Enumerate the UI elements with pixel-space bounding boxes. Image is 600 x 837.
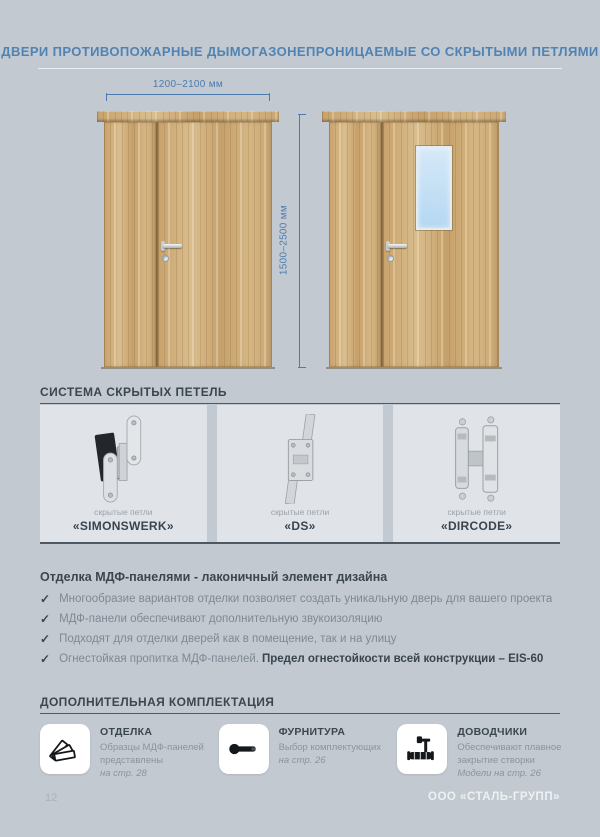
door-leaves [329,122,499,367]
door-frame-lintel [97,111,279,122]
title-underline [38,68,562,69]
hinge-card-ds [217,405,384,542]
page-title: ДВЕРИ ПРОТИВОПОЖАРНЫЕ ДЫМОГАЗОНЕПРОНИЦАЕМЫЕ СО СКРЫТЫМИ ПЕТЛЯМИ [1,44,599,59]
door-glass-window [416,146,452,230]
width-dimension-label: 1200–2100 мм [152,79,224,90]
handle-lever [163,244,182,248]
door-handle-icon [227,732,261,766]
hinge-caption: скрытые петли [270,507,330,517]
height-dimension-label: 1500–2500 мм [278,204,290,276]
extra-text [457,724,561,780]
extra-text [100,724,204,780]
extra-item-hardware [219,724,384,780]
mdf-samples-icon [48,732,82,766]
hinges-section-bottom-rule [40,542,560,544]
hinge-brand-name: «DS» [284,519,316,533]
door-handle [161,242,183,264]
bullet-text: Многообразие вариантов отделки позволяет создать уникальную дверь для вашего проекта [59,593,553,605]
extra-title: ФУРНИТУРА [278,726,346,738]
page-number: 12 [45,792,58,804]
hinge-brand-name: «SIMONSWERK» [72,519,174,533]
extra-item-finish [40,724,205,780]
hinge-brand-name: «DIRCODE» [440,519,513,533]
checkmark-icon: ✓ [40,592,51,606]
list-item [40,652,572,666]
door-leaves [104,122,272,367]
height-dimension-line [299,114,307,368]
door-leaf-narrow [104,122,158,367]
bullet-text: МДФ-панели обеспечивают дополнительную звукоизоляцию [59,613,383,625]
door-image-glazed [322,111,506,369]
extra-desc-line: Выбор комплектующих [278,742,382,753]
list-item [40,632,572,646]
hinges-section-title: СИСТЕМА СКРЫТЫХ ПЕТЕЛЬ [40,385,227,399]
extra-page-ref: Модели на стр. 26 [457,767,541,779]
extra-desc-line: представлены [100,754,164,766]
hinge-card-simonswerk [40,405,207,542]
extras-items [40,724,562,780]
hinge-caption: скрытые петли [94,507,153,517]
company-name: ООО «СТАЛЬ-ГРУПП» [428,791,560,803]
simonswerk-hinge-image [84,414,162,504]
checkmark-icon: ✓ [40,632,51,646]
extra-page-ref: на стр. 26 [278,754,326,766]
icon-box [40,724,90,774]
width-dimension-line [106,94,270,102]
icon-box [219,724,269,774]
ds-hinge-image [261,414,339,504]
extra-item-closers [397,724,562,780]
extra-text [279,724,381,780]
extra-desc-line: Образцы МДФ-панелей [100,742,204,753]
hinge-caption: скрытые петли [447,507,506,517]
icon-box [397,724,447,774]
hinge-card-dircode [393,405,560,542]
extras-section-rule [40,713,560,714]
door-leaf-narrow [329,122,383,367]
list-item [40,612,572,626]
bullet-bold-text: Предел огнестойкости всей конструкции – EIS-60 [261,653,544,665]
mdf-section-title: Отделка МДФ-панелями - лаконичный элемент дизайна [40,570,388,584]
extra-description [100,742,204,780]
extra-description [279,742,381,768]
handle-lever [388,244,407,248]
extra-desc-line: закрытие створки [457,754,535,766]
door-handle [386,242,408,264]
door-frame-lintel [322,111,506,122]
extra-title: ДОВОДЧИКИ [457,726,528,738]
checkmark-icon: ✓ [40,612,51,626]
extra-title: ОТДЕЛКА [100,726,153,738]
extra-desc-line: Обеспечивают плавное [457,742,562,753]
door-image-solid [97,111,279,369]
extra-description [457,742,561,780]
bullet-text: Огнестойкая пропитка МДФ-панелей. [59,653,259,665]
mdf-bullet-list [40,592,572,672]
hinge-cards [40,405,560,542]
list-item [40,592,572,606]
lock-cylinder [162,255,169,262]
extras-section-title: ДОПОЛНИТЕЛЬНАЯ КОМПЛЕКТАЦИЯ [40,695,275,709]
door-closer-icon [405,732,439,766]
dircode-hinge-image [438,414,516,504]
checkmark-icon: ✓ [40,652,51,666]
lock-cylinder [387,255,394,262]
extra-page-ref: на стр. 28 [100,767,147,779]
bullet-text: Подходят для отделки дверей как в помещение, так и на улицу [59,633,397,645]
hinges-section-rule [40,403,560,404]
